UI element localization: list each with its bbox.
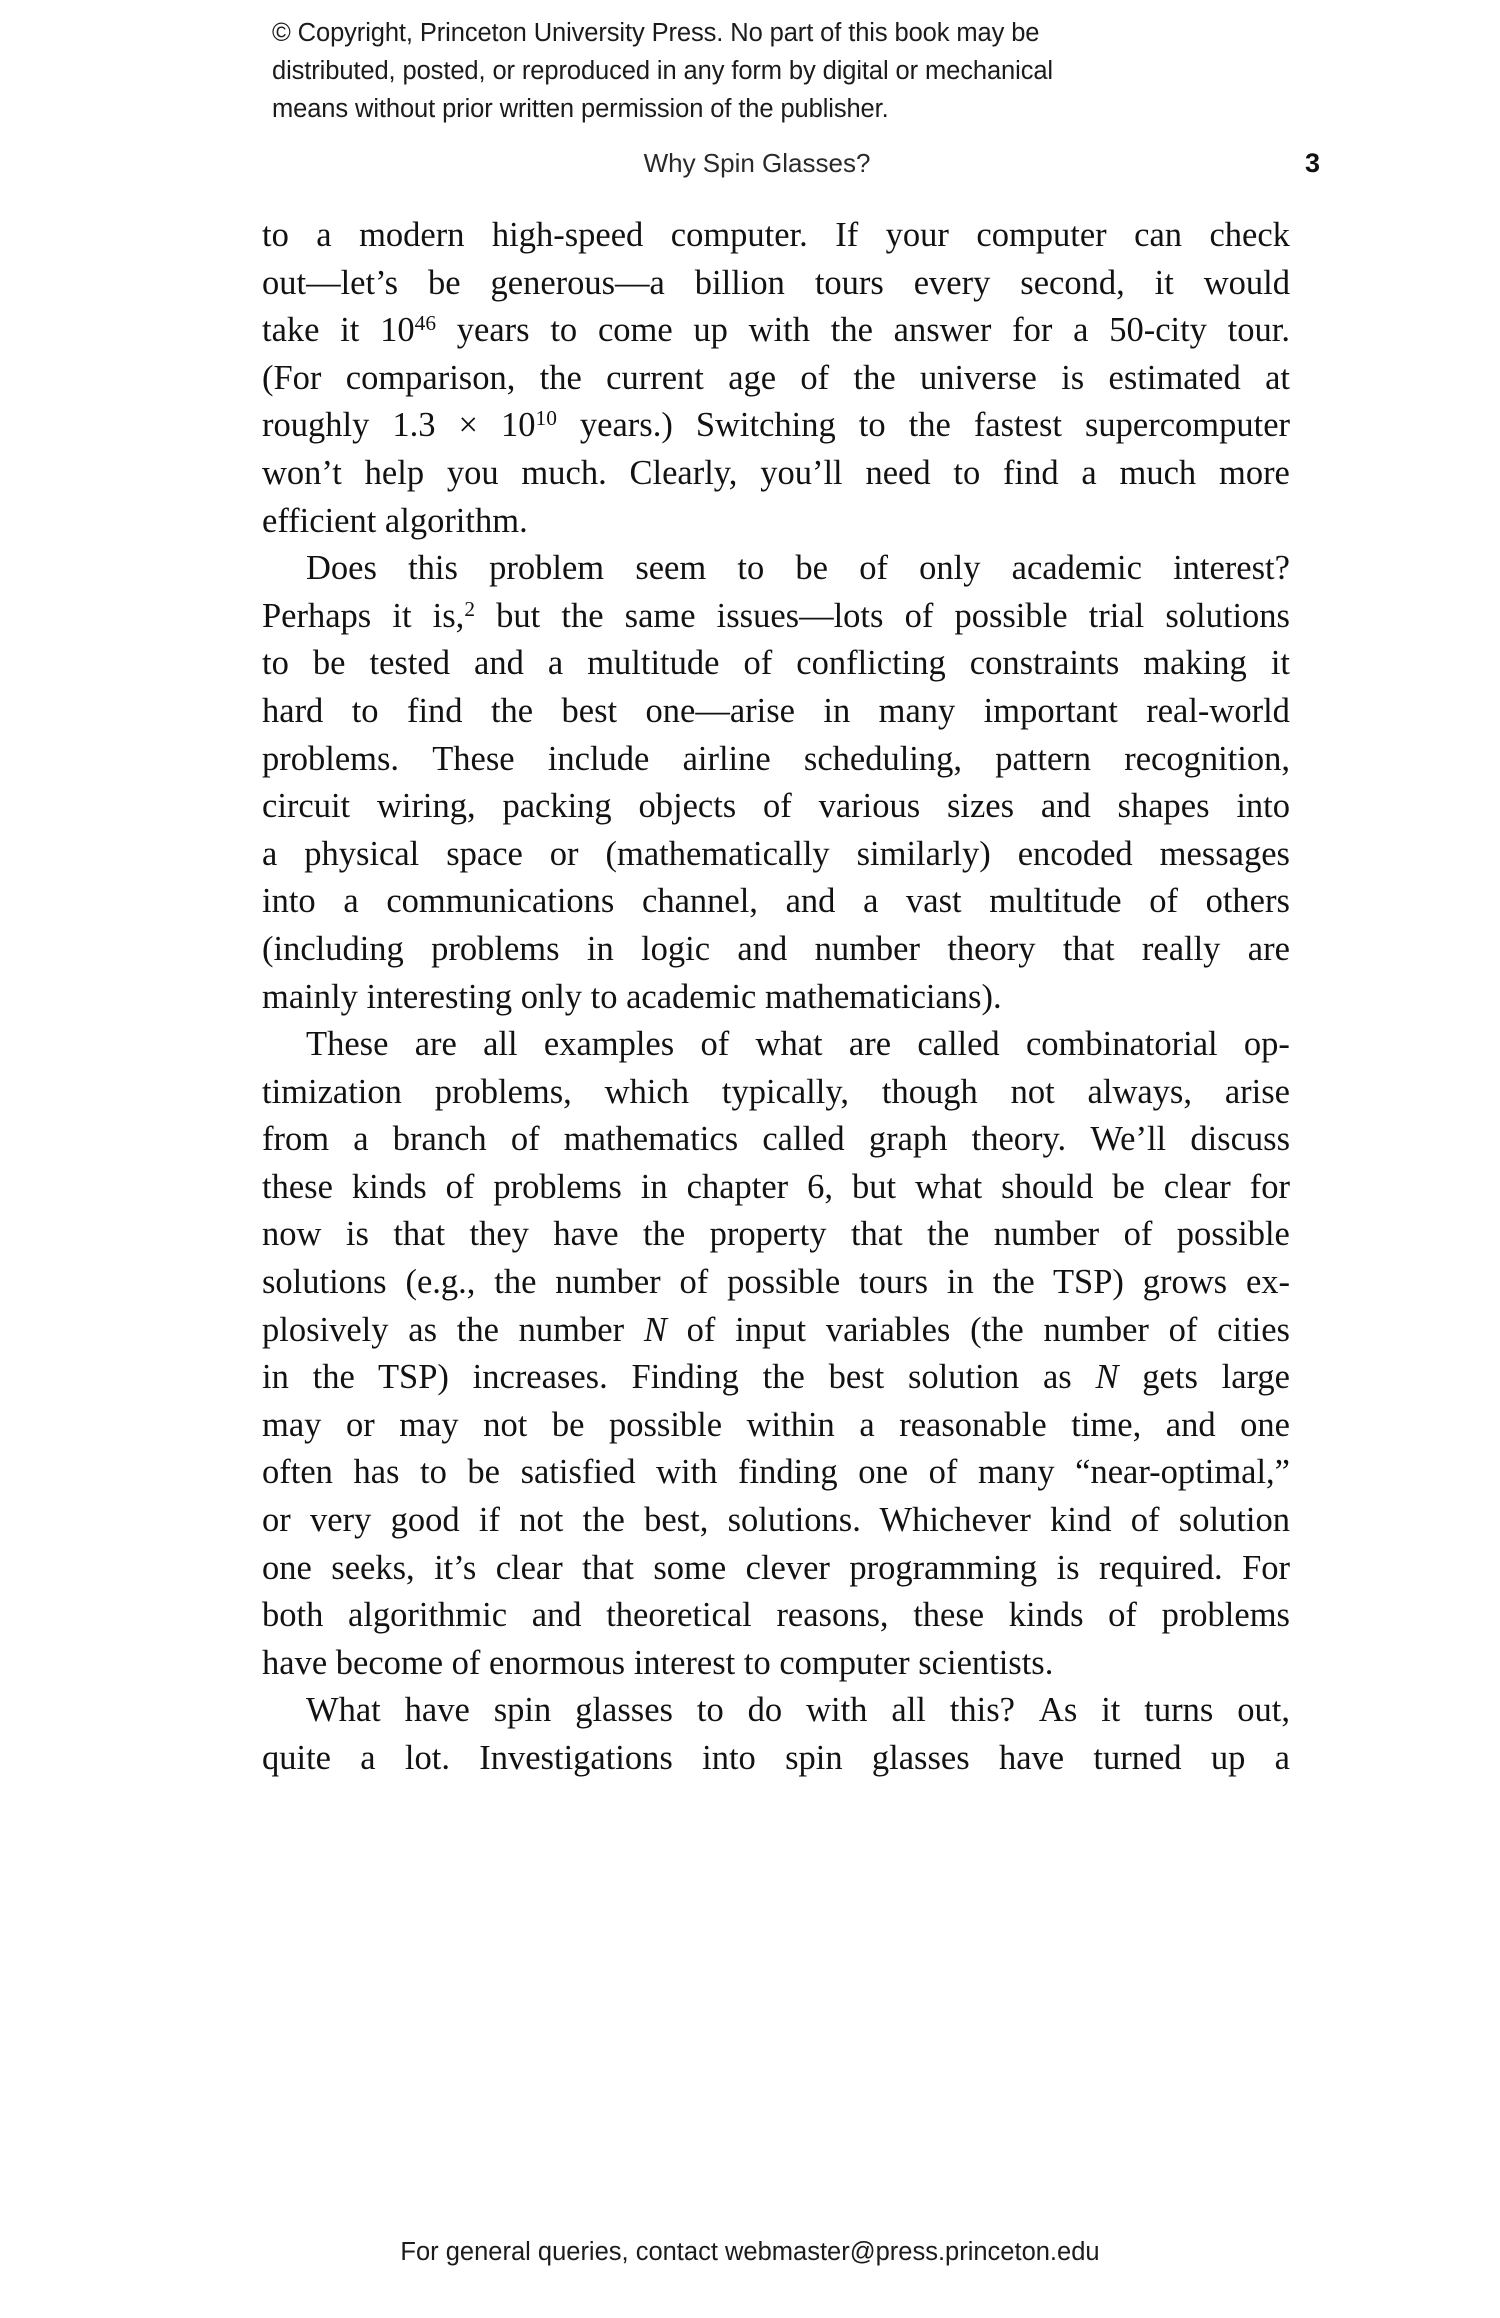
word: (For (262, 358, 322, 397)
text-line (262, 212, 1290, 260)
word: channel, (642, 882, 758, 921)
word: (mathematically (605, 834, 830, 873)
word: of (800, 358, 830, 397)
word: scheduling, (803, 739, 963, 778)
word: be (551, 1405, 585, 1444)
word: it (1270, 644, 1290, 683)
word: at (1265, 358, 1290, 397)
word: not (483, 1405, 528, 1444)
word: into (1236, 787, 1290, 826)
word: conflicting (796, 644, 946, 683)
word: with (806, 1691, 868, 1730)
word: help (364, 453, 425, 492)
text-line: solutions (e.g., the number of possible tours in the TSP) grows ex- (262, 1263, 1290, 1302)
word: others (1205, 882, 1290, 921)
word: a (859, 1405, 875, 1444)
word: branch (392, 1120, 487, 1159)
word: high-speed (491, 216, 644, 254)
word: to (696, 1691, 724, 1730)
word: do (747, 1691, 783, 1730)
word: many (878, 691, 956, 730)
word: is (1061, 358, 1085, 397)
word: theoretical (606, 1596, 752, 1635)
text-line (262, 1211, 1290, 1259)
text-line: one seeks, it’s clear that some clever programming is required. For (262, 1548, 1290, 1587)
word: lot. (404, 1739, 450, 1777)
word: all (891, 1691, 926, 1730)
word: it (1101, 1691, 1121, 1730)
word: We’ll (1090, 1120, 1167, 1159)
word: be (795, 549, 828, 588)
word: objects (638, 787, 737, 826)
word: pattern (995, 739, 1092, 778)
text-line: often has to be satisfied with finding one of many “near-optimal,” (262, 1453, 1290, 1492)
word: it (1154, 263, 1174, 302)
para-4 (262, 1687, 1290, 1782)
word: Does (306, 549, 377, 588)
text-line: have become of enormous interest to computer scientists. (262, 1643, 1054, 1682)
word: computer. (670, 216, 808, 254)
text-line (262, 1592, 1290, 1640)
word: a (360, 1739, 376, 1777)
word: multitude (989, 882, 1122, 921)
word: best (561, 691, 618, 730)
text-line: mainly interesting only to academic mathematicians). (262, 977, 1002, 1016)
word: turns (1144, 1691, 1214, 1730)
word: a (353, 1120, 369, 1159)
word: sizes (946, 787, 1015, 826)
word: of (1123, 1215, 1153, 1254)
word: can (1134, 216, 1183, 254)
word: generous—a (490, 263, 665, 302)
word: and (737, 929, 788, 968)
word: every (913, 263, 991, 302)
word: estimated (1108, 358, 1241, 397)
word: mathematics (563, 1120, 739, 1159)
word: really (1141, 929, 1221, 968)
text-line (262, 783, 1290, 831)
word: into (702, 1739, 756, 1777)
word: Clearly, (629, 453, 738, 492)
word: and (531, 1596, 582, 1635)
word: glasses (871, 1739, 970, 1777)
word: from (262, 1120, 330, 1159)
word: various (818, 787, 921, 826)
word: academic (1011, 549, 1142, 588)
word: in (586, 929, 614, 968)
word: glasses (575, 1691, 673, 1730)
word: which (604, 1072, 689, 1111)
word: find (406, 691, 463, 730)
word: encoded (1017, 834, 1133, 873)
word: time, (1071, 1405, 1142, 1444)
word: space (446, 834, 523, 873)
word: similarly) (856, 834, 991, 873)
word: the (927, 1215, 970, 1254)
word: messages (1159, 834, 1290, 873)
word: physical (304, 834, 420, 873)
word: What (306, 1691, 381, 1730)
word: age (728, 358, 777, 397)
word: this? (949, 1691, 1015, 1730)
word: that (393, 1215, 446, 1254)
running-head-title: Why Spin Glasses? (643, 148, 871, 178)
text-line (262, 1116, 1290, 1164)
word: These (306, 1025, 389, 1064)
word: they (469, 1215, 529, 1254)
word: Investigations (479, 1739, 673, 1777)
text-line (262, 831, 1290, 879)
word: much. (521, 453, 607, 492)
text-line: Perhaps it is,$^2$ but the same issues—lots of possible trial solutions (262, 596, 1290, 635)
copyright-line: distributed, posted, or reproduced in any form by digital or mechanical (272, 57, 1053, 85)
word: are (1247, 929, 1290, 968)
word: would (1203, 263, 1290, 302)
text-line (262, 450, 1290, 498)
word: called (762, 1120, 845, 1159)
word: op- (1243, 1025, 1290, 1064)
word: a (1274, 1739, 1290, 1777)
word: be (428, 263, 461, 302)
word: making (1143, 644, 1247, 683)
text-line (262, 1021, 1290, 1069)
text-line: in the TSP) increases. Finding the best solution as N gets large (262, 1358, 1290, 1397)
word: within (746, 1405, 835, 1444)
word: number (814, 929, 920, 968)
text-line (262, 878, 1290, 926)
word: second, (1020, 263, 1125, 302)
word: reasonable (899, 1405, 1047, 1444)
copyright-line: © Copyright, Princeton University Press. No part of this book may be (272, 19, 1040, 47)
word: won’t (262, 453, 342, 492)
word: of (859, 549, 888, 588)
word: have (998, 1739, 1065, 1777)
word: These (432, 739, 515, 778)
word: typically, (721, 1072, 849, 1111)
word: problems. (262, 739, 400, 778)
text-line: take it $10^{46}$ years to come up with the answer for a 50-city tour. (262, 311, 1290, 350)
word: multitude (587, 644, 720, 683)
body-text (262, 212, 1290, 1783)
word: called (917, 1025, 1000, 1064)
word: or (549, 834, 579, 873)
word: vast (906, 882, 962, 921)
word: the (539, 358, 582, 397)
word: theory (947, 929, 1036, 968)
word: interest? (1173, 549, 1290, 588)
word: As (1038, 1691, 1078, 1730)
word: packing (502, 787, 612, 826)
word: modern (359, 216, 465, 254)
word: possible (1176, 1215, 1290, 1254)
word: important (983, 691, 1118, 730)
word: timization (262, 1072, 402, 1111)
word: or (345, 1405, 375, 1444)
word: shapes (1117, 787, 1210, 826)
word: algorithmic (348, 1596, 508, 1635)
word: and (1165, 1405, 1216, 1444)
word: have (404, 1691, 470, 1730)
page-number: 3 (1304, 148, 1320, 178)
word: to (953, 453, 981, 492)
word: the (490, 691, 534, 730)
running-head (260, 148, 1320, 188)
word: of (510, 1120, 540, 1159)
word: wiring, (376, 787, 476, 826)
word: need (865, 453, 931, 492)
word: tours (814, 263, 884, 302)
word: possible (608, 1405, 723, 1444)
text-line (262, 260, 1290, 308)
word: combinatorial (1025, 1025, 1218, 1064)
word: one (1240, 1405, 1290, 1444)
word: reasons, (776, 1596, 889, 1635)
word: examples (543, 1025, 675, 1064)
word: tested (369, 644, 450, 683)
text-line: roughly $1.3 \times 10^{10}$ years.) Switching to the fastest supercomputer (262, 406, 1290, 445)
word: quite (262, 1739, 331, 1777)
word: your (885, 216, 949, 254)
word: hard (262, 691, 324, 730)
word: what (755, 1025, 823, 1064)
para-3 (262, 1021, 1290, 1687)
word: recognition, (1124, 739, 1290, 778)
word: airline (682, 739, 771, 778)
word: logic (641, 929, 711, 968)
copyright-notice (272, 14, 1222, 128)
word: communications (386, 882, 615, 921)
word: are (848, 1025, 892, 1064)
word: though (881, 1072, 978, 1111)
word: and (785, 882, 836, 921)
word: of (743, 644, 773, 683)
word: include (547, 739, 650, 778)
word: seem (635, 549, 707, 588)
word: are (414, 1025, 457, 1064)
word: more (1218, 453, 1290, 492)
word: always, (1087, 1072, 1192, 1111)
word: (including (262, 929, 404, 968)
word: of (763, 787, 792, 826)
word: check (1209, 216, 1290, 254)
word: all (483, 1025, 518, 1064)
word: only (919, 549, 981, 588)
word: graph (868, 1120, 948, 1159)
word: comparison, (345, 358, 516, 397)
word: the (853, 358, 896, 397)
word: find (1003, 453, 1059, 492)
word: a (547, 644, 564, 683)
word: kinds (1008, 1596, 1084, 1635)
text-line (262, 1735, 1290, 1783)
word: computer (976, 216, 1107, 254)
text-line: these kinds of problems in chapter 6, but what should be clear for (262, 1167, 1290, 1206)
word: and (474, 644, 524, 683)
para-2 (262, 545, 1290, 1021)
word: both (262, 1596, 324, 1635)
word: problems (1161, 1596, 1290, 1635)
word: up (1210, 1739, 1246, 1777)
word: a (1081, 453, 1097, 492)
word: a (343, 882, 359, 921)
text-line (262, 1069, 1290, 1117)
word: problem (489, 549, 605, 588)
word: arise (1224, 1072, 1290, 1111)
text-line (262, 545, 1290, 593)
word: now (262, 1215, 322, 1254)
word: property (709, 1215, 827, 1254)
word: spin (785, 1739, 843, 1777)
footer-notice: For general queries, contact webmaster@press.princeton.edu (400, 2238, 1100, 2266)
copyright-line: means without prior written permission of the publisher. (272, 95, 889, 123)
word: spin (493, 1691, 552, 1730)
text-line: or very good if not the best, solutions. Whichever kind of solution (262, 1501, 1290, 1540)
word: to (737, 549, 765, 588)
word: theory. (971, 1120, 1067, 1159)
word: billion (694, 263, 785, 302)
text-line (262, 688, 1290, 736)
word: have (553, 1215, 619, 1254)
word: in (823, 691, 851, 730)
word: is (345, 1215, 369, 1254)
text-line (262, 736, 1290, 784)
word: to (262, 644, 289, 683)
word: of (1108, 1596, 1137, 1635)
word: constraints (969, 644, 1120, 683)
word: and (1040, 787, 1091, 826)
word: a (262, 834, 278, 873)
word: real-world (1146, 691, 1290, 730)
word: to (262, 216, 289, 254)
text-line (262, 1402, 1290, 1450)
word: not (1010, 1072, 1055, 1111)
word: of (700, 1025, 730, 1064)
word: turned (1093, 1739, 1182, 1777)
para-1 (262, 212, 1290, 545)
word: current (606, 358, 704, 397)
text-line: efficient algorithm. (262, 501, 528, 540)
word: discuss (1190, 1120, 1290, 1159)
word: If (835, 216, 859, 254)
word: number (993, 1215, 1100, 1254)
word: to (351, 691, 379, 730)
text-line (262, 355, 1290, 403)
text-line (262, 926, 1290, 974)
word: these (913, 1596, 985, 1635)
word: out, (1237, 1691, 1290, 1730)
word: out—let’s (262, 263, 399, 302)
word: the (642, 1215, 686, 1254)
text-line (262, 1687, 1290, 1735)
word: problems (431, 929, 560, 968)
word: you’ll (760, 453, 843, 492)
word: circuit (262, 787, 351, 826)
word: one—arise (645, 691, 795, 730)
word: of (1149, 882, 1178, 921)
text-line (262, 640, 1290, 688)
word: universe (919, 358, 1037, 397)
word: a (316, 216, 332, 254)
word: that (850, 1215, 903, 1254)
word: may (399, 1405, 459, 1444)
word: may (262, 1405, 322, 1444)
text-line: plosively as the number N of input variables (the number of cities (262, 1310, 1290, 1349)
word: into (262, 882, 316, 921)
word: much (1119, 453, 1197, 492)
word: a (863, 882, 879, 921)
word: that (1062, 929, 1115, 968)
word: this (408, 549, 458, 588)
word: problems, (434, 1072, 572, 1111)
word: be (312, 644, 346, 683)
word: you (446, 453, 499, 492)
